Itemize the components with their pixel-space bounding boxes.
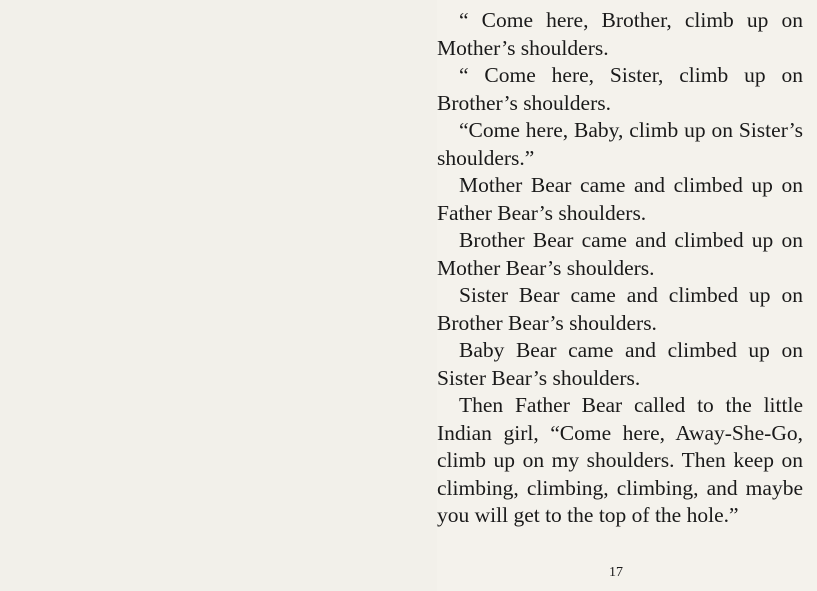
- paragraph: Brother Bear came and climbed up on Mother Bear’s shoulders.: [437, 228, 803, 280]
- paragraph: Sister Bear came and climbed up on Brother Bear’s shoulders.: [437, 283, 803, 335]
- paragraph: Then Father Bear called to the little Indian girl, “Come here, Away-She-Go, climb up on my shoulders. Then keep on climbing, climbing, climbing, and maybe you will get to the top of the hole.”: [437, 393, 803, 527]
- paragraph: “Come here, Baby, climb up on Sister’s shoulders.”: [437, 118, 803, 170]
- page-number: 17: [609, 565, 623, 580]
- paragraph: “ Come here, Sister, climb up on Brother’s shoulders.: [437, 63, 803, 115]
- right-page-text: [437, 7, 803, 530]
- paragraph: “ Come here, Brother, climb up on Mother’s shoulders.: [437, 8, 803, 60]
- paragraph: Mother Bear came and climbed up on Father Bear’s shoulders.: [437, 173, 803, 225]
- paragraph: Baby Bear came and climbed up on Sister Bear’s shoulders.: [437, 338, 803, 390]
